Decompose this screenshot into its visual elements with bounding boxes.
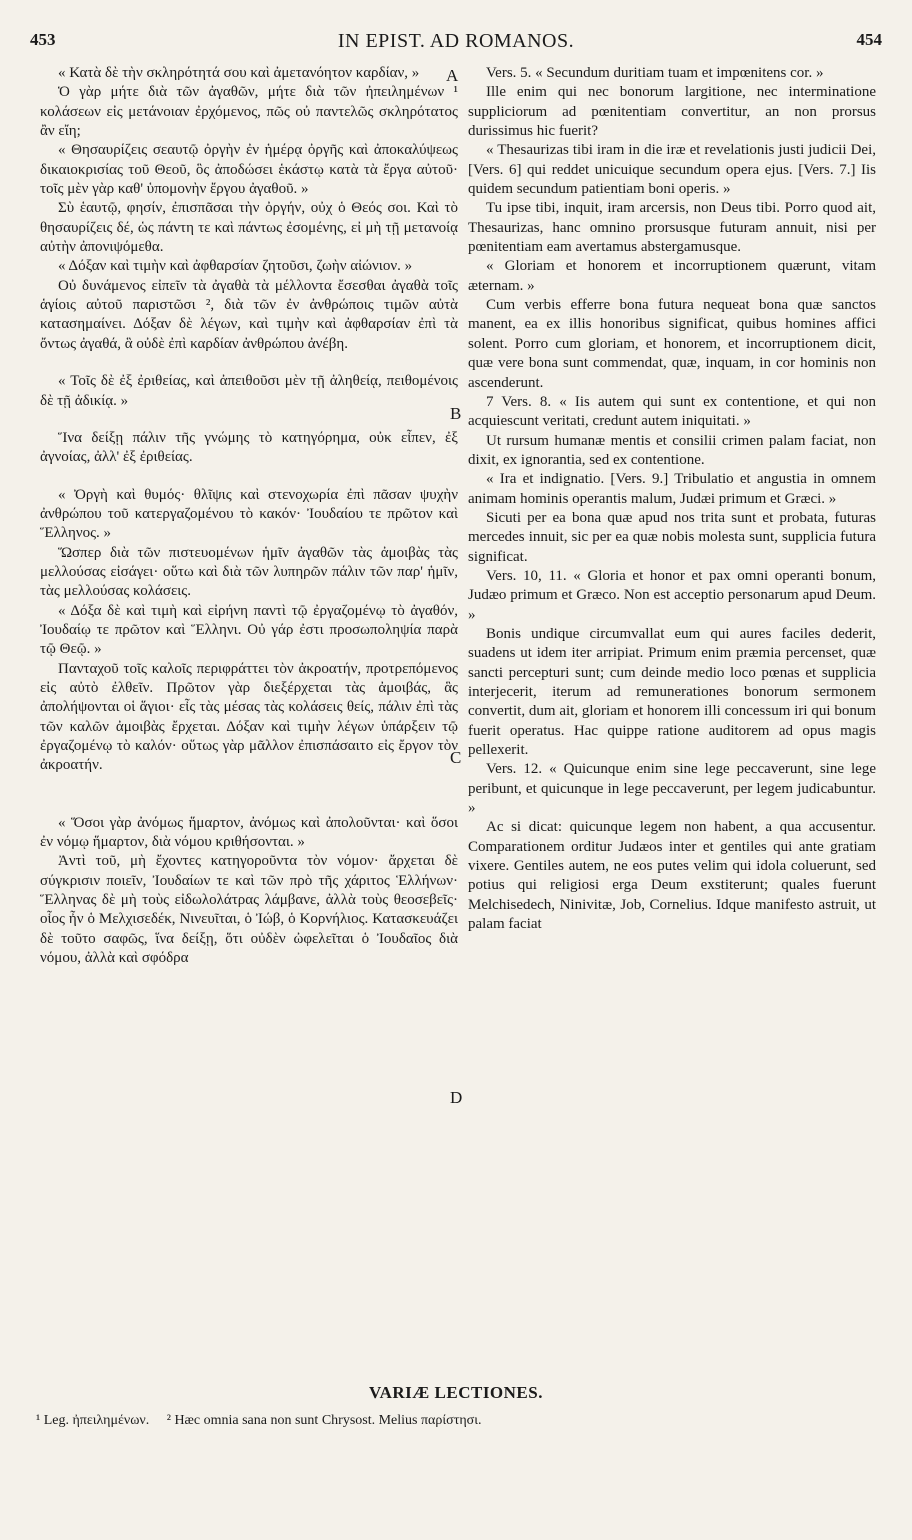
- footnote-2: ² Hæc omnia sana non sunt Chrysost. Melius παρίστησι.: [166, 1413, 482, 1428]
- latin-paragraph: Vers. 10, 11. « Gloria et honor et pax omni operanti bonum, Judæo primum et Græco. Non est acceptio personarum apud Deum. »: [468, 567, 876, 623]
- greek-paragraph: Σὺ ἑαυτῷ, φησίν, ἐπισπᾶσαι τὴν ὀργήν, οὐχ ὁ Θεός σοι. Καὶ τὸ θησαυρίζεις δέ, ὡς πάντη τε καὶ πάντως ἐσομένης, εἰ μὴ τῇ μετανοίᾳ αὐτὴν ἀπονιψόμεθα.: [40, 200, 458, 256]
- greek-paragraph: Ὁ γὰρ μήτε διὰ τῶν ἀγαθῶν, μήτε διὰ τῶν ἠπειλημένων ¹ κολάσεων εἰς μετάνοιαν ἐρχόμενος, πῶς οὐ παντελῶς σκληρότατος ἂν εἴη;: [40, 84, 458, 140]
- greek-paragraph: « Δόξα δὲ καὶ τιμὴ καὶ εἰρήνη παντὶ τῷ ἐργαζομένῳ τὸ ἀγαθόν, Ἰουδαίῳ τε πρῶτον καὶ Ἕλληνι. Οὐ γάρ ἐστι προσωποληψία παρὰ τῷ Θεῷ. »: [40, 602, 458, 658]
- greek-paragraph: Ὥσπερ διὰ τῶν πιστευομένων ἡμῖν ἀγαθῶν τὰς ἀμοιβὰς τὰς μελλούσας εἰσάγει· οὕτω καὶ διὰ τῶν λυπηρῶν πάλιν τῶν παρ' ἡμῖν, τὰς μελλούσας κολάσεις.: [40, 544, 458, 600]
- greek-paragraph: « Θησαυρίζεις σεαυτῷ ὀργὴν ἐν ἡμέρᾳ ὀργῆς καὶ ἀποκαλύψεως δικαιοκρισίας τοῦ Θεοῦ, ὃς ἀποδώσει ἑκάστῳ κατὰ τὰ ἔργα αὐτοῦ· τοῖς μὲν γὰρ καθ' ὑπομονὴν ἔργου ἀγαθοῦ. »: [40, 142, 458, 198]
- latin-paragraph: Ille enim qui nec bonorum largitione, nec interminatione suppliciorum ad pœnitentiam convertitur, an non prorsus durissimus hic fuerit?: [468, 84, 876, 140]
- page-header: [30, 30, 882, 62]
- latin-paragraph: « Thesaurizas tibi iram in die iræ et revelationis justi judicii Dei, [Vers. 6] qui reddet unicuique secundum opera ejus. [Vers. 7.] Iis quidem secundum patientiam boni operis. »: [468, 142, 876, 198]
- greek-paragraph: « Δόξαν καὶ τιμὴν καὶ ἀφθαρσίαν ζητοῦσι, ζωὴν αἰώνιον. »: [58, 258, 413, 275]
- latin-paragraph: Tu ipse tibi, inquit, iram arcersis, non Deus tibi. Porro quod ait, Thesaurizas, hanc omnino prorsusque futuram annuit, nisi per pœnitentiam eam avertamus abstergamusque.: [468, 200, 876, 256]
- greek-paragraph: Ἵνα δείξῃ πάλιν τῆς γνώμης τὸ κατηγόρημα, οὐκ εἶπεν, ἐξ ἀγνοίας, ἀλλ' ἐξ ἐριθείας.: [40, 429, 458, 466]
- page-number-right: 454: [856, 30, 882, 49]
- variae-lectiones-heading: VARIÆ LECTIONES.: [369, 1383, 543, 1402]
- greek-paragraph: Πανταχοῦ τοῖς καλοῖς περιφράττει τὸν ἀκροατήν, προτρεπόμενος εἰς αὐτὸ ἐλθεῖν. Πρῶτον γὰρ διεξέρχεται τὰς ἀμοιβάς, ἃς ἀπολήψονται οἱ ἅγιοι· εἶς τὰς μέσας τὰς κολάσεις θείς, πάλιν ἐπὶ τὰς τῶν καλῶν ἀμοιβὰς ἔρχεται. Δόξαν καὶ τιμὴν λέγων ὑπάρξειν τῷ ἐργαζομένῳ τὸ καλόν· οὕτως γὰρ μᾶλλον ἐπισπάσαιτο εἰς ἔργον τὸν ἀκροατήν.: [40, 660, 458, 774]
- latin-paragraph: « Ira et indignatio. [Vers. 9.] Tribulatio et angustia in omnem animam hominis operantis malum, Judæi primum et Græci. »: [468, 471, 876, 507]
- running-title: IN EPIST. AD ROMANOS.: [337, 30, 575, 52]
- latin-paragraph: « Gloriam et honorem et incorruptionem quærunt, vitam æternam. »: [468, 258, 876, 294]
- latin-paragraph: Bonis undique circumvallat eum qui aures faciles dederit, suadens ut idem iter arripiat. Primum enim præmia percenset, quæ sancti percepturi sunt; cum deinde medio loco pœnas et supplicia interjecerit, iterum ad remunerationes bonorum sermonem convertit, dum ait, gloriam et honorem illi concessum iri qui bonum fuerit operatus. Hac quippe ratione auditorem ad opus magis pellexerit.: [468, 625, 876, 759]
- greek-column: [40, 64, 458, 968]
- margin-marker-d: D: [450, 1088, 463, 1107]
- footnotes: [36, 1412, 876, 1430]
- margin-marker-c: C: [450, 748, 462, 767]
- latin-paragraph: Ut rursum humanæ mentis et consilii crimen palam faciat, non dixit, ex ignorantia, sed ex contentione.: [468, 432, 876, 468]
- greek-paragraph: Οὐ δυνάμενος εἰπεῖν τὰ ἀγαθὰ τὰ μέλλοντα ἔσεσθαι ἀγαθὰ τοῖς ἁγίοις αὐτοῦ παριστῶσι ², διὰ τῶν ἐν ἀνθρώποις τιμῶν αὐτὰ κατασημαίνει. Δόξαν δὲ λέγων, καὶ τιμὴν καὶ ἀφθαρσίαν ἐπὶ τὰ ὄντως ἀγαθά, ἃ οὐδὲ ἐπὶ καρδίαν ἀνθρώπου ἀνέβη.: [40, 277, 458, 352]
- margin-marker-b: B: [450, 404, 462, 423]
- latin-paragraph: Ac si dicat: quicunque legem non habent, a qua accusentur. Comparationem orditur Judæos inter et gentiles qui ante gratiam vixere. Gentiles autem, ne eos putes velim qui idola coluerunt, sed potius qui religiosi erga Deum exstiterunt; quales fuerunt Melchisedech, Ninivitæ, Job, Cornelius. Idque manifesto astruit, ut palam faciat: [468, 819, 876, 933]
- margin-marker-a: A: [446, 66, 459, 85]
- latin-paragraph: Vers. 5. « Secundum duritiam tuam et impœnitens cor. »: [486, 65, 824, 81]
- greek-paragraph: « Κατὰ δὲ τὴν σκληρότητά σου καὶ ἀμετανόητον καρδίαν, »: [58, 65, 420, 81]
- greek-paragraph: « Τοῖς δὲ ἐξ ἐριθείας, καὶ ἀπειθοῦσι μὲν τῇ ἀληθείᾳ, πειθομένοις δὲ τῇ ἀδικίᾳ. »: [40, 373, 458, 409]
- greek-paragraph: Ἀντὶ τοῦ, μὴ ἔχοντες κατηγοροῦντα τὸν νόμον· ἄρχεται δὲ σύγκρισιν ποιεῖν, Ἰουδαίων τε καὶ τῶν πρὸ τῆς χάριτος Ἑλλήνων· Ἕλληνας δὲ μὴ τοὺς εἰδωλολάτρας λάμβανε, ἀλλὰ τοὺς θεοσεβεῖς· οἷος ἦν ὁ Μελχισεδέκ, Νινευῖται, ὁ Ἰώβ, ὁ Κορνήλιος. Κατασκευάζει δὲ τοῦτο σαφῶς, ἵνα δείξῃ, ὅτι οὐδὲν ὠφελεῖται ὁ Ἰουδαῖος διὰ νόμου, ἀλλὰ καὶ σφόδρα: [40, 853, 458, 967]
- latin-paragraph: Vers. 12. « Quicunque enim sine lege peccaverunt, sine lege peribunt, et quicunque in lege peccaverunt, per legem judicabuntur. »: [468, 761, 876, 817]
- latin-column: [468, 64, 876, 934]
- greek-paragraph: « Ὀργὴ καὶ θυμός· θλῖψις καὶ στενοχωρία ἐπὶ πᾶσαν ψυχὴν ἀνθρώπου τοῦ κατεργαζομένου τὸ κακόν· Ἰουδαίου τε πρῶτον καὶ Ἕλληνος. »: [40, 486, 458, 542]
- greek-paragraph: « Ὅσοι γὰρ ἀνόμως ἥμαρτον, ἀνόμως καὶ ἀπολοῦνται· καὶ ὅσοι ἐν νόμῳ ἥμαρτον, διὰ νόμου κριθήσονται. »: [40, 814, 458, 851]
- latin-paragraph: 7 Vers. 8. « Iis autem qui sunt ex contentione, et qui non acquiescunt veritati, credunt autem iniquitati. »: [468, 393, 876, 430]
- footnote-1: ¹ Leg. ἠπειλημένων.: [36, 1413, 150, 1428]
- page-number-left: 453: [30, 30, 56, 49]
- latin-paragraph: Cum verbis efferre bona futura nequeat bona quæ sanctos manent, ea ex illis honoribus significat, quibus homines affici solent. Porro cum gloriam, et honorem, et incorruptionem dicit, quæ vere bona sunt commendat, quæ, inquam, in cor hominis non ascenderunt.: [468, 297, 876, 391]
- latin-paragraph: Sicuti per ea bona quæ apud nos trita sunt et probata, futuras mercedes innuit, sic per ea quæ nobis molesta sunt, supplicia futura significat.: [468, 509, 876, 565]
